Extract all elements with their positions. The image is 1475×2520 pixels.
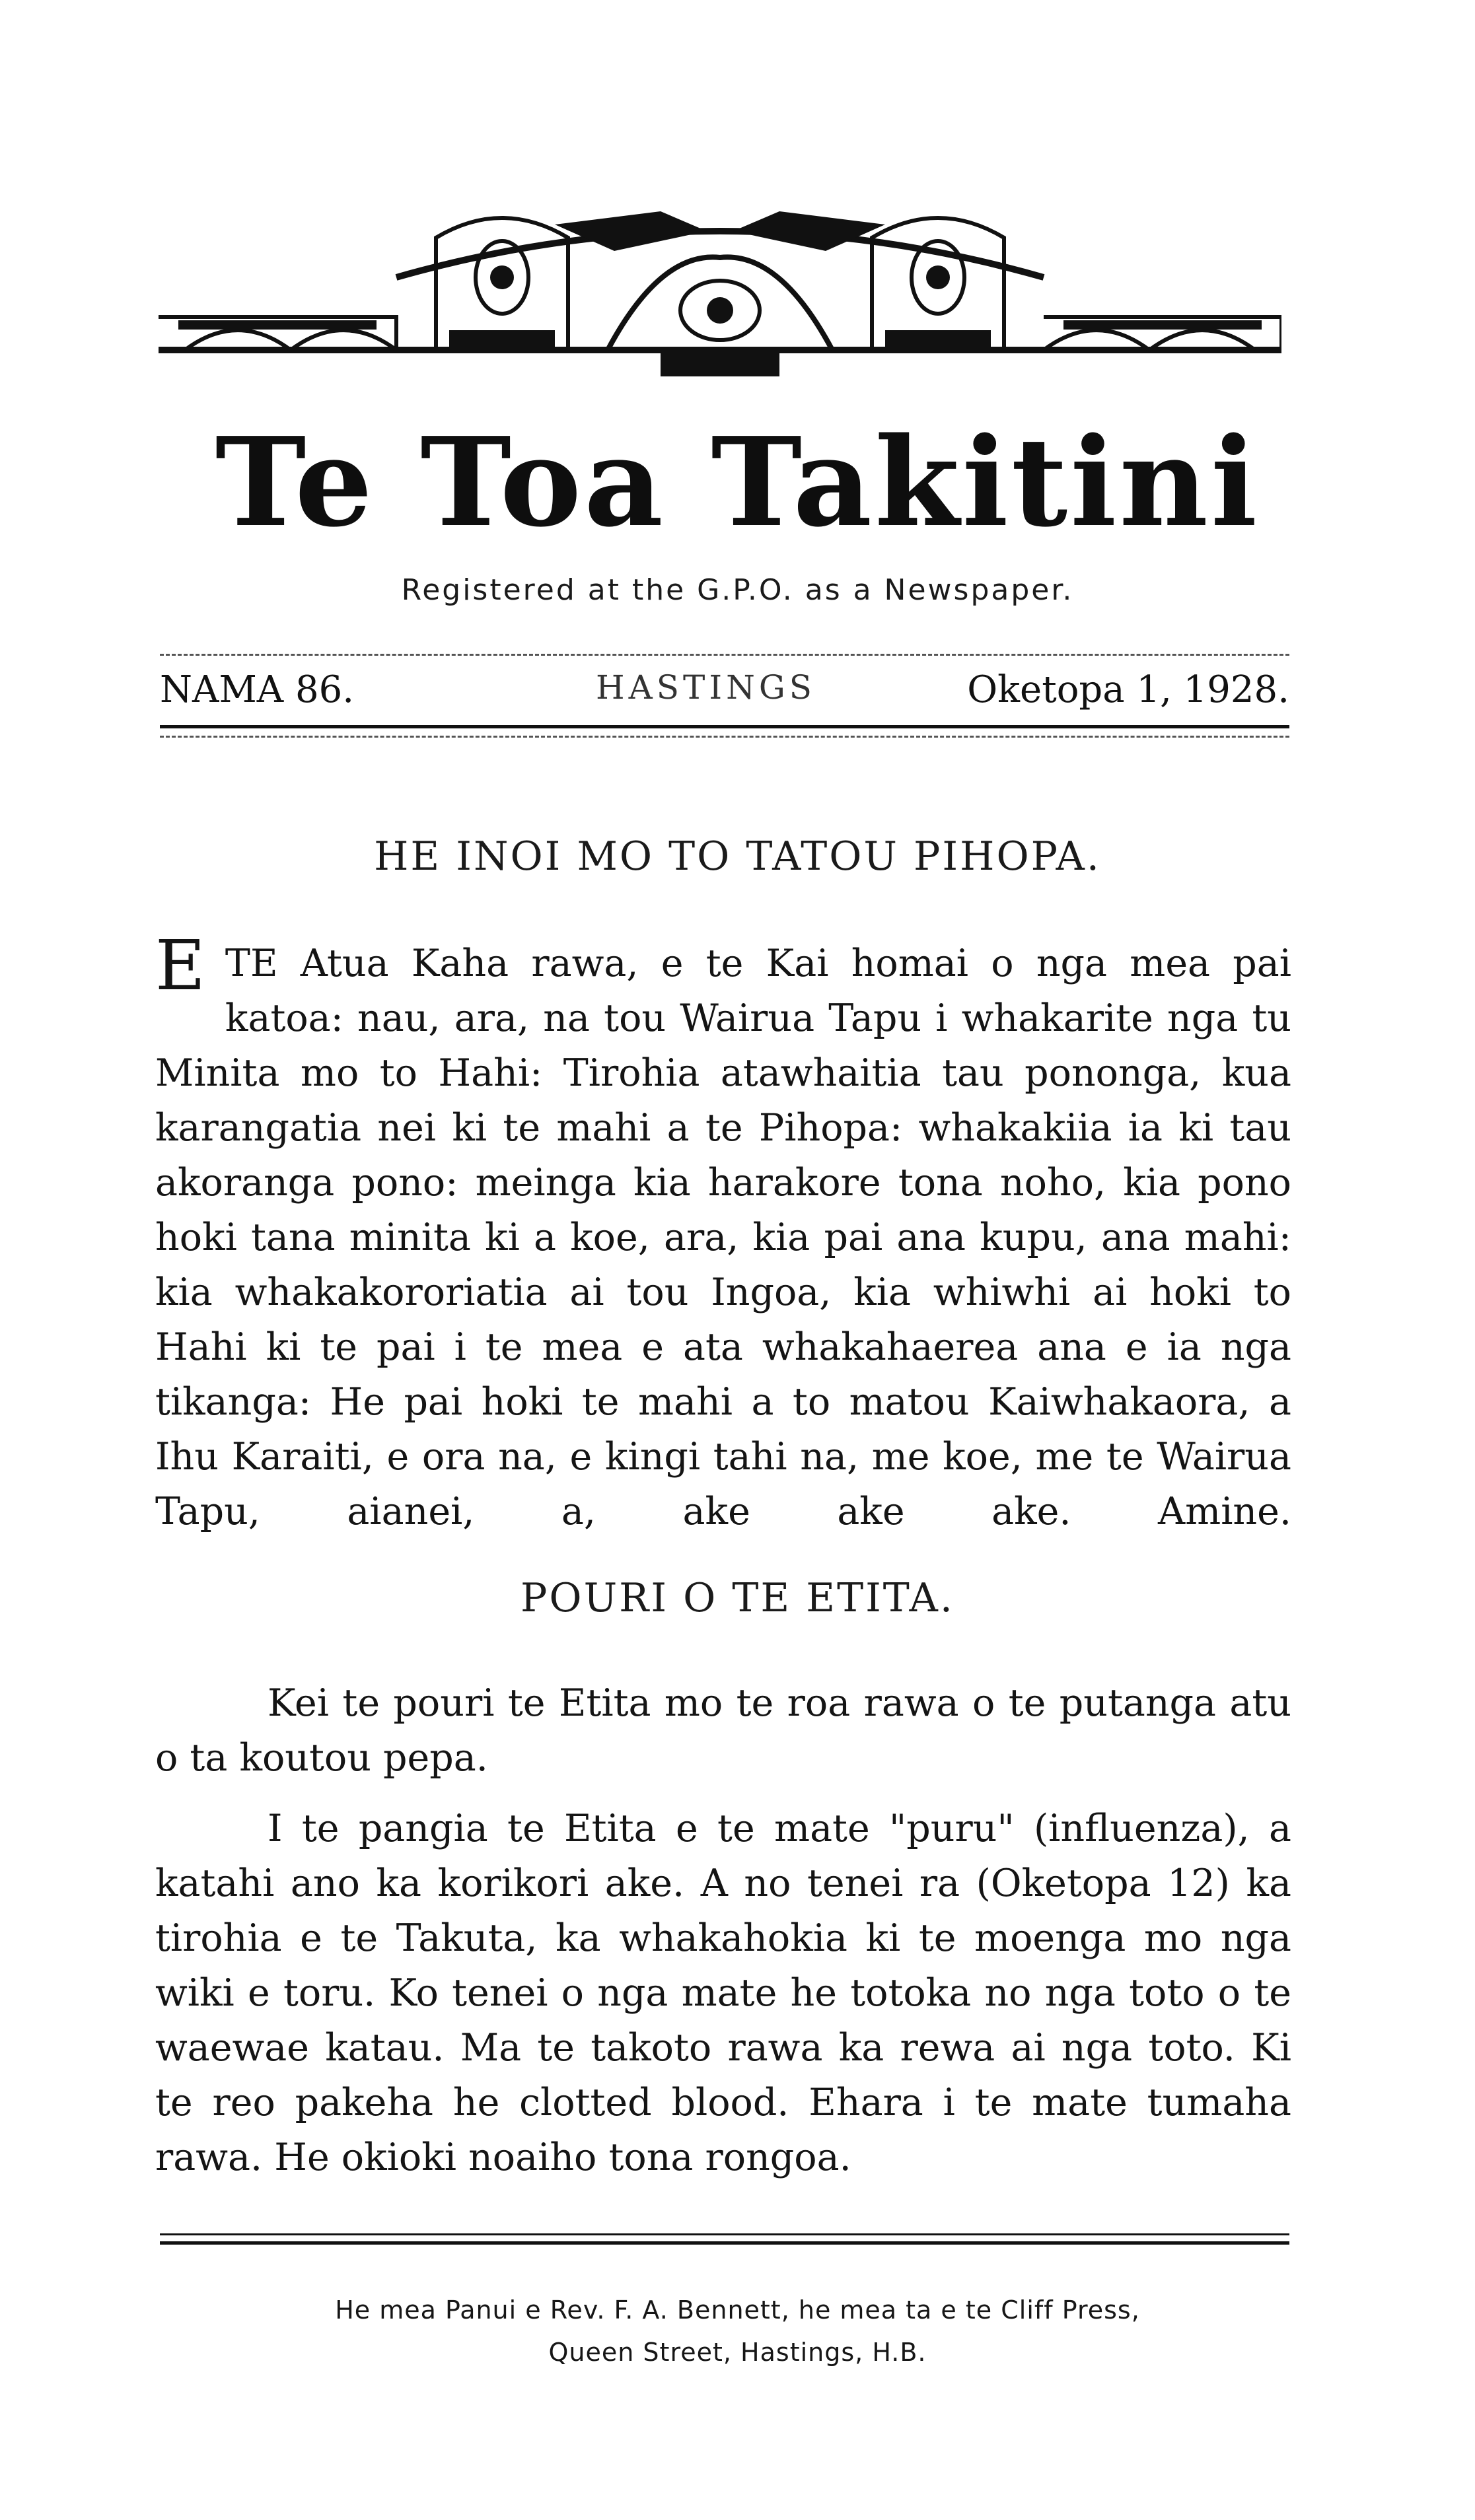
registration-notice: Registered at the G.P.O. as a Newspaper. <box>401 573 1074 607</box>
dateline <box>160 668 1289 715</box>
dateline-divider <box>160 725 1289 728</box>
article-heading: HE INOI MO TO TATOU PIHOPA. <box>374 833 1101 880</box>
issue-number: NAMA 86. <box>160 668 355 711</box>
place-name: HASTINGS <box>596 668 816 707</box>
issue-date: Oketopa 1, 1928. <box>967 668 1289 711</box>
editor-paragraph-2: I te pangia te Etita e te mate "puru" (influenza), a katahi ano ka korikori ake. A no tenei ra (Oketopa 12) ka tirohia e te Takuta, ka whakahokia ki te moenga mo nga wiki e toru. Ko tenei o nga mate he totoka no nga toto o te waewae katau. Ma te takoto rawa ka rewa ai nga toto. Ki te reo pakeha he clotted blood. Ehara i te mate tumaha rawa. He okioki noaiho tona rongoa. <box>155 1807 1291 2179</box>
maori-carving-header-icon <box>159 198 1281 396</box>
drop-cap: E <box>155 925 205 1006</box>
imprint-line-2: Queen Street, Hastings, H.B. <box>548 2338 927 2367</box>
top-divider <box>160 654 1289 656</box>
newspaper-title: Te Toa Takitini <box>215 410 1260 554</box>
imprint <box>0 2289 1475 2373</box>
article-heading: POURI O TE ETITA. <box>521 1575 954 1621</box>
editor-paragraph-1: Kei te pouri te Etita mo te roa rawa o te putanga atu o ta koutou pepa. <box>155 1681 1291 1780</box>
footer-divider-lower <box>160 2241 1289 2245</box>
imprint-line-1: He mea Panui e Rev. F. A. Bennett, he mea ta e te Cliff Press, <box>335 2295 1140 2325</box>
prayer-paragraph <box>155 925 1291 1539</box>
dateline-divider-lower <box>160 736 1289 738</box>
footer-divider <box>160 2233 1289 2235</box>
prayer-text: TE Atua Kaha rawa, e te Kai homai o nga mea pai katoa: nau, ara, na tou Wairua Tapu i whakarite nga tu Minita mo to Hahi: Tirohia atawhaitia tau pononga, kua karangatia nei ki te mahi a te Pihopa: whakakiia ia ki tau akoranga pono: meinga kia harakore tona noho, kia pono hoki tana minita ki a koe, ara, kia pai ana kupu, ana mahi: kia whakakororiatia ai tou Ingoa, kia whiwhi ai hoki to Hahi ki te pai i te mea e ata whakahaerea ana e ia nga tikanga: He pai hoki te mahi a to matou Kaiwhakaora, a Ihu Karaiti, e ora na, e kingi tahi na, me koe, me te Wairua Tapu, aianei, a, ake ake ake. Amine. <box>155 942 1291 1533</box>
